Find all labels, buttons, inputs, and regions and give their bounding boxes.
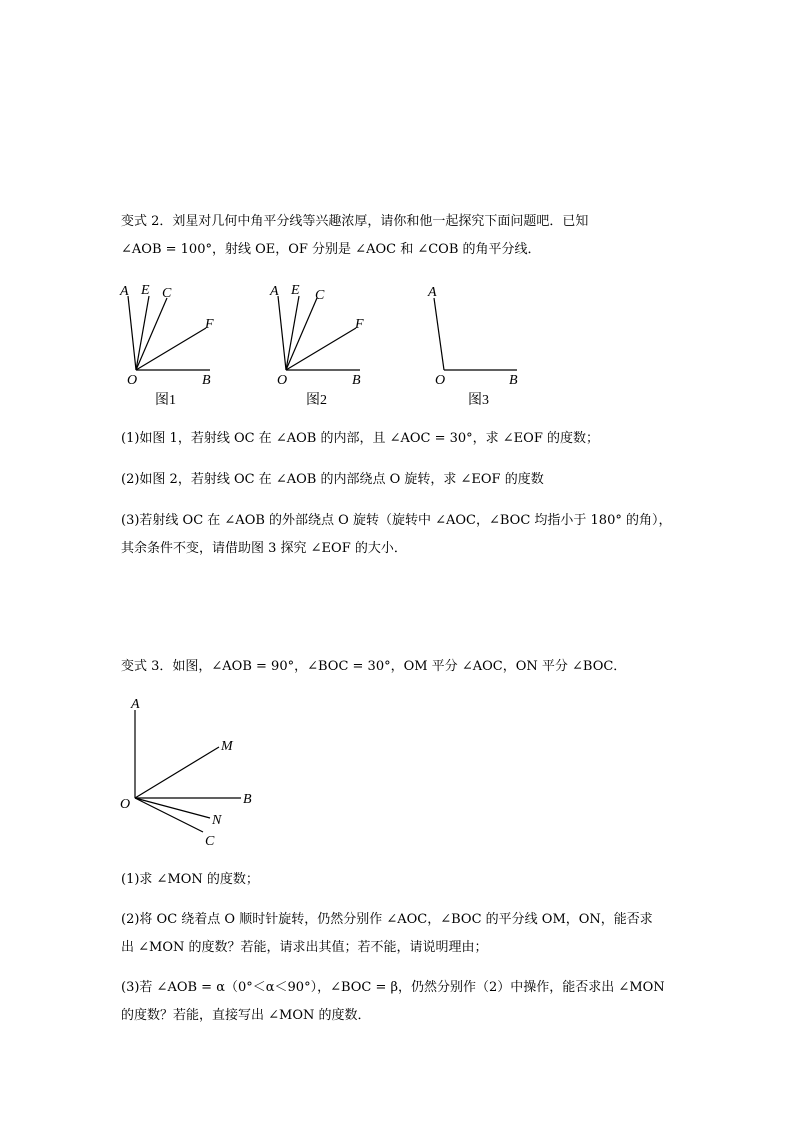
figures-1-3 [110, 278, 550, 413]
fig2-label-O: O [277, 373, 288, 388]
fig2-label-A: A [270, 284, 279, 299]
variant-3-question-2-line2: 出 ∠MON 的度数？若能，请求出其值；若不能，请说明理由； [121, 940, 488, 955]
variant-2-intro-line1: 变式 2．刘星对几何中角平分线等兴趣浓厚，请你和他一起探究下面问题吧．已知 [121, 214, 589, 229]
v3-label-A: A [131, 697, 140, 712]
fig2-label-E: E [291, 283, 300, 298]
variant-3-question-1: (1)求 ∠MON 的度数； [121, 872, 259, 887]
v3-label-N: N [212, 813, 222, 828]
variant-2-question-2: (2)如图 2，若射线 OC 在 ∠AOB 的内部绕点 O 旋转，求 ∠EOF 的度数 [121, 472, 544, 487]
fig1-label-B: B [202, 373, 211, 388]
fig1-label-A: A [120, 284, 129, 299]
fig1-label-C: C [162, 286, 172, 301]
v3-label-C: C [205, 834, 215, 849]
figure-1 [128, 296, 210, 370]
variant-3-question-2-line1: (2)将 OC 绕着点 O 顺时针旋转，仍然分别作 ∠AOC，∠BOC 的平分线 OM，ON，能否求 [121, 912, 653, 927]
v3-label-B: B [243, 792, 252, 807]
variant-3-question-3-line1: (3)若 ∠AOB = α（0°＜α＜90°），∠BOC = β，仍然分别作（2）中操作，能否求出 ∠MON [121, 980, 665, 995]
fig2-label-B: B [352, 373, 361, 388]
variant-3-figure [115, 690, 275, 850]
fig1-label-F: F [205, 317, 214, 332]
fig2-caption: 图2 [306, 393, 327, 408]
fig1-caption: 图1 [155, 393, 176, 408]
fig2-label-F: F [355, 317, 364, 332]
variant-2-question-1: (1)如图 1，若射线 OC 在 ∠AOB 的内部，且 ∠AOC = 30°，求 ∠EOF 的度数； [121, 431, 599, 446]
figure-3 [434, 298, 517, 370]
variant-2-intro-line2: ∠AOB = 100°，射线 OE，OF 分别是 ∠AOC 和 ∠COB 的角平分线． [121, 242, 541, 257]
variant-3-question-3-line2: 的度数？若能，直接写出 ∠MON 的度数． [121, 1008, 371, 1023]
v3-label-O: O [120, 797, 131, 812]
variant-2-question-3-line1: (3)若射线 OC 在 ∠AOB 的外部绕点 O 旋转（旋转中 ∠AOC，∠BOC 均指小于 180° 的角）， [121, 513, 672, 528]
fig3-label-O: O [435, 373, 446, 388]
fig1-label-E: E [141, 283, 150, 298]
fig3-label-B: B [509, 373, 518, 388]
figure-2 [278, 296, 360, 370]
fig2-label-C: C [315, 288, 325, 303]
variant-3-intro: 变式 3．如图，∠AOB = 90°，∠BOC = 30°，OM 平分 ∠AOC，ON 平分 ∠BOC． [121, 659, 627, 674]
fig3-caption: 图3 [468, 393, 489, 408]
fig1-label-O: O [127, 373, 138, 388]
v3-label-M: M [221, 739, 233, 754]
variant-2-question-3-line2: 其余条件不变，请借助图 3 探究 ∠EOF 的大小． [121, 541, 407, 556]
fig3-label-A: A [428, 285, 437, 300]
